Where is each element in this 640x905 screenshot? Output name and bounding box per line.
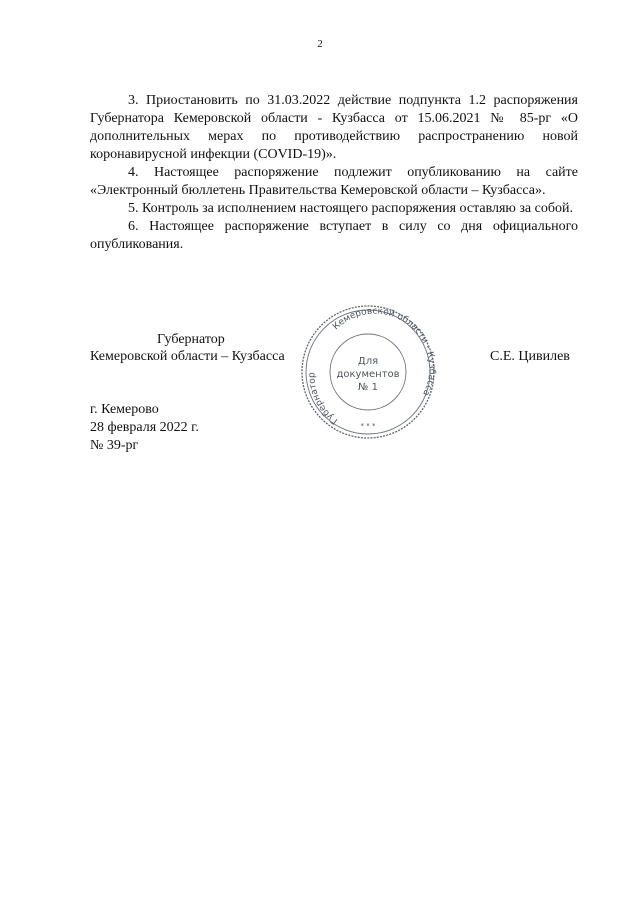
seal-star-mark: * * * bbox=[360, 422, 376, 430]
signatory-title-line1: Губернатор bbox=[157, 332, 225, 347]
paragraph-6: 6. Настоящее распоряжение вступает в силу со дня официального опубликования. bbox=[90, 219, 578, 252]
paragraph-3: 3. Приостановить по 31.03.2022 действие подпункта 1.2 распоряжения Губернатора Кемеровской области - Кузбасса от 15.06.2021 № 85-рг «О дополнительных мерах по противодействию распространению новой коронавирусной инфекции (COVID-19)». bbox=[90, 93, 578, 162]
footer-number: № 39-рг bbox=[90, 438, 139, 453]
footer-date: 28 февраля 2022 г. bbox=[90, 420, 199, 435]
seal-center-line1: Для bbox=[357, 356, 379, 367]
document-footer bbox=[90, 401, 199, 455]
seal-ring-text-left: Губернатор bbox=[307, 372, 340, 426]
page-number: 2 bbox=[317, 38, 323, 50]
document-body bbox=[90, 92, 578, 254]
official-seal bbox=[298, 302, 438, 442]
seal-ring-text: Кемеровской области - Кузбасса bbox=[331, 306, 437, 398]
signatory-name: С.Е. Цивилев bbox=[490, 349, 570, 364]
seal-center-line3: № 1 bbox=[358, 382, 378, 393]
paragraph-4: 4. Настоящее распоряжение подлежит опубликованию на сайте «Электронный бюллетень Правительства Кемеровской области – Кузбасса». bbox=[90, 165, 578, 198]
paragraph-5: 5. Контроль за исполнением настоящего распоряжения оставляю за собой. bbox=[128, 201, 573, 216]
signatory-title-line2: Кемеровской области – Кузбасса bbox=[90, 349, 285, 364]
footer-city: г. Кемерово bbox=[90, 402, 159, 417]
seal-center-line2: документов bbox=[336, 369, 400, 380]
